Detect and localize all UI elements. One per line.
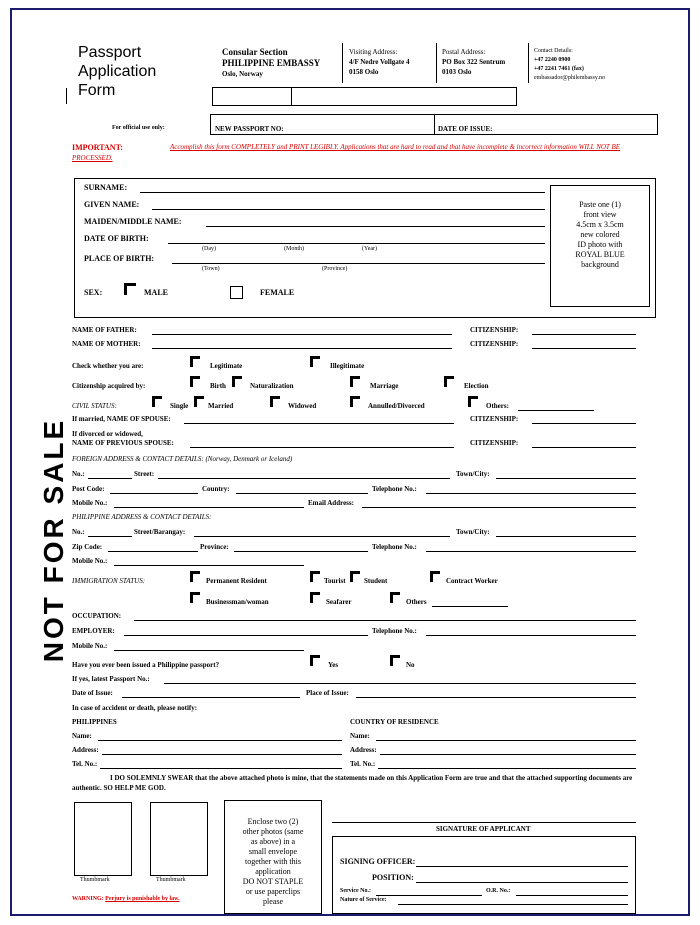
foreign-tel-field[interactable] xyxy=(426,493,636,494)
res-address-label: Address: xyxy=(350,746,377,754)
photo-text: front view xyxy=(583,210,617,219)
foreign-no-field[interactable] xyxy=(88,478,132,479)
ph-address-field[interactable] xyxy=(102,754,342,755)
female-checkbox[interactable] xyxy=(230,286,243,299)
enclose-box xyxy=(224,800,322,914)
ph-tel-field[interactable] xyxy=(100,768,342,769)
phil-street-field[interactable] xyxy=(194,536,450,537)
contract-label: Contract Worker xyxy=(446,577,498,585)
ph-tel-label: Tel. No.: xyxy=(72,760,98,768)
foreign-country-label: Country: xyxy=(202,485,230,493)
res-tel-field[interactable] xyxy=(378,768,636,769)
foreign-email-label: Email Address: xyxy=(308,499,354,507)
father-citizenship-label: CITIZENSHIP: xyxy=(470,326,519,334)
nature-label: Nature of Service: xyxy=(340,897,387,903)
photo-text: ID photo with xyxy=(577,240,623,249)
important-text: Accomplish this form COMPLETELY and PRINT LEGIBLY. Applications that are hard to read and that have incomplete & incorrect information WILL NOT BE PROCESSED. xyxy=(72,143,620,162)
phil-no-label: No.: xyxy=(72,528,85,536)
father-label: NAME OF FATHER: xyxy=(72,326,137,334)
dob-field[interactable] xyxy=(168,243,545,244)
thumbmark-right-label: Thumbmark xyxy=(156,877,186,883)
phil-province-label: Province: xyxy=(200,543,229,551)
thumbmark-right-box[interactable] xyxy=(150,802,208,876)
pob-field[interactable] xyxy=(172,263,545,264)
occupation-label: OCCUPATION: xyxy=(72,612,122,620)
prev-spouse-citizenship-field[interactable] xyxy=(532,447,636,448)
phil-zip-field[interactable] xyxy=(108,551,198,552)
visit-line: 4/F Nedre Vollgate 4 xyxy=(349,58,410,66)
res-name-field[interactable] xyxy=(376,740,636,741)
important-label: IMPORTANT: xyxy=(72,143,123,152)
foreign-email-field[interactable] xyxy=(362,507,636,508)
business-label: Businessman/woman xyxy=(206,598,269,606)
enclose-text: small envelope xyxy=(248,847,298,856)
enclose-text: other photos (same xyxy=(242,827,304,836)
no-checkbox[interactable] xyxy=(390,655,400,666)
thumbmark-left-box[interactable] xyxy=(74,802,132,876)
tourist-checkbox[interactable] xyxy=(310,571,320,582)
contact-line: +47 2241 7461 (fax) xyxy=(534,66,584,72)
seafarer-checkbox[interactable] xyxy=(310,592,320,603)
civil-status-label: CIVIL STATUS: xyxy=(72,402,117,410)
postal-block xyxy=(442,47,505,77)
others-civil-field[interactable] xyxy=(518,410,594,411)
mother-citizenship-label: CITIZENSHIP: xyxy=(470,340,519,348)
legitimate-checkbox[interactable] xyxy=(190,356,200,367)
acquired-label: Citizenship acquired by: xyxy=(72,382,146,390)
or-label: O.R. No.: xyxy=(486,888,511,894)
thumbmark-left-label: Thumbmark xyxy=(80,877,110,883)
occupation-field[interactable] xyxy=(134,620,636,621)
latest-passport-label: If yes, latest Passport No.: xyxy=(72,675,150,683)
business-checkbox[interactable] xyxy=(190,592,200,603)
dob-label: DATE OF BIRTH: xyxy=(84,234,149,243)
res-contact-label: COUNTRY OF RESIDENCE xyxy=(350,718,439,726)
foreign-no-label: No.: xyxy=(72,470,85,478)
birth-checkbox[interactable] xyxy=(190,376,200,387)
male-label: MALE xyxy=(144,288,168,297)
enclose-text: as above) in a xyxy=(250,837,296,846)
legitimacy-label: Check whether you are: xyxy=(72,362,144,370)
signature-label: SIGNATURE OF APPLICANT xyxy=(436,825,531,833)
married-label: Married xyxy=(208,402,234,410)
header-strip-2 xyxy=(291,87,517,106)
enclose-text: together with this xyxy=(245,857,301,866)
yes-checkbox[interactable] xyxy=(310,655,320,666)
employer-tel-field[interactable] xyxy=(426,635,636,636)
married-checkbox[interactable] xyxy=(194,396,204,407)
prev-spouse-field[interactable] xyxy=(190,447,454,448)
contact-line: Contact Details: xyxy=(534,48,573,54)
student-label: Student xyxy=(364,577,388,585)
position-field[interactable] xyxy=(416,882,628,883)
annulled-label: Annulled/Divorced xyxy=(368,402,425,410)
foreign-address-title: FOREIGN ADDRESS & CONTACT DETAILS: xyxy=(72,455,204,463)
phil-town-field[interactable] xyxy=(496,536,636,537)
yes-label: Yes xyxy=(328,661,339,669)
postal-line: PO Box 322 Sentrum xyxy=(442,58,506,66)
photo-box[interactable] xyxy=(550,185,650,307)
perjury-text: Perjury is punishable by law. xyxy=(105,896,180,902)
year-hint: (Year) xyxy=(362,246,378,252)
immigration-label: IMMIGRATION STATUS: xyxy=(72,577,146,585)
father-citizenship-field[interactable] xyxy=(532,334,636,335)
others-immig-field[interactable] xyxy=(432,606,508,607)
ph-address-label: Address: xyxy=(72,746,99,754)
header-strip-1 xyxy=(212,87,292,106)
place-issue-field[interactable] xyxy=(356,697,636,698)
annulled-checkbox[interactable] xyxy=(350,396,360,407)
male-checkbox[interactable] xyxy=(124,283,136,295)
election-checkbox[interactable] xyxy=(444,376,454,387)
others-immig-checkbox[interactable] xyxy=(390,592,400,603)
phil-province-field[interactable] xyxy=(234,551,368,552)
visit-line: Visiting Address: xyxy=(349,48,398,56)
employer-mobile-field[interactable] xyxy=(114,650,304,651)
photo-text: new colored xyxy=(580,230,620,239)
marriage-label: Marriage xyxy=(370,382,399,390)
header-divider xyxy=(342,43,343,83)
permanent-label: Permanent Resident xyxy=(206,577,267,585)
enclose-text: please xyxy=(263,897,283,906)
prev-spouse-label: NAME OF PREVIOUS SPOUSE: xyxy=(72,439,174,447)
enclose-text: DO NOT STAPLE xyxy=(242,877,304,886)
widowed-label: Widowed xyxy=(288,402,317,410)
service-label: Service No.: xyxy=(340,888,371,894)
enclose-text: application xyxy=(255,867,291,876)
student-checkbox[interactable] xyxy=(350,571,360,582)
marriage-checkbox[interactable] xyxy=(350,376,360,387)
employer-field[interactable] xyxy=(124,635,368,636)
election-label: Election xyxy=(464,382,489,390)
single-label: Single xyxy=(170,402,189,410)
signature-line[interactable] xyxy=(332,822,636,823)
spouse-field[interactable] xyxy=(184,423,454,424)
official-use-label: For official use only: xyxy=(112,125,165,131)
foreign-address-label xyxy=(72,455,292,463)
ph-contact-label: PHILIPPINES xyxy=(72,718,117,726)
day-hint: (Day) xyxy=(202,246,216,252)
no-label: No xyxy=(406,661,415,669)
others-civil-label: Others: xyxy=(486,402,509,410)
foreign-post-label: Post Code: xyxy=(72,485,105,493)
contact-line: embassador@philembassy.no xyxy=(534,75,605,81)
service-field[interactable] xyxy=(376,895,482,896)
or-field[interactable] xyxy=(516,895,628,896)
header-divider xyxy=(436,43,437,83)
warning-label xyxy=(72,896,180,902)
visit-line: 0158 Oslo xyxy=(349,68,379,76)
header-divider xyxy=(528,43,529,83)
prev-spouse-citizenship-label: CITIZENSHIP: xyxy=(470,439,519,447)
not-for-sale-watermark: NOT FOR SALE xyxy=(38,417,69,663)
officer-field[interactable] xyxy=(416,866,628,867)
contact-block xyxy=(534,47,605,83)
spouse-citizenship-field[interactable] xyxy=(532,423,636,424)
phil-mobile-field[interactable] xyxy=(114,565,304,566)
foreign-street-field[interactable] xyxy=(158,478,450,479)
mother-citizenship-field[interactable] xyxy=(532,348,636,349)
notify-label: In case of accident or death, please notify: xyxy=(72,704,198,712)
mother-label: NAME OF MOTHER: xyxy=(72,340,141,348)
legitimate-label: Legitimate xyxy=(210,362,243,370)
permanent-checkbox[interactable] xyxy=(190,571,200,582)
surname-field[interactable] xyxy=(140,192,545,193)
foreign-address-note: (Norway, Denmark or Iceland) xyxy=(205,455,293,463)
spouse-citizenship-label: CITIZENSHIP: xyxy=(470,415,519,423)
single-checkbox[interactable] xyxy=(152,396,162,407)
foreign-tel-label: Telephone No.: xyxy=(372,485,417,493)
surname-label: SURNAME: xyxy=(84,183,128,192)
new-passport-label: NEW PASSPORT NO: xyxy=(215,125,284,133)
foreign-town-field[interactable] xyxy=(496,478,636,479)
mother-field[interactable] xyxy=(152,348,452,349)
consular-block xyxy=(222,47,320,80)
title-line: Passport xyxy=(78,44,142,61)
consular-line: Oslo, Norway xyxy=(222,70,263,78)
nature-field[interactable] xyxy=(398,904,628,905)
warning-title: WARNING: xyxy=(72,896,104,902)
contract-checkbox[interactable] xyxy=(430,571,440,582)
phil-mobile-label: Mobile No.: xyxy=(72,557,108,565)
employer-tel-label: Telephone No.: xyxy=(372,627,417,635)
postal-line: Postal Address: xyxy=(442,48,486,56)
contact-line: +47 2240 0900 xyxy=(534,57,571,63)
foreign-street-label: Street: xyxy=(134,470,155,478)
res-name-label: Name: xyxy=(350,732,370,740)
res-tel-label: Tel. No.: xyxy=(350,760,376,768)
spouse-label: If married, NAME OF SPOUSE: xyxy=(72,415,171,423)
birth-label: Birth xyxy=(210,382,226,390)
photo-text: 4.5cm x 3.5cm xyxy=(576,220,624,229)
seafarer-label: Seafarer xyxy=(326,598,352,606)
foreign-post-field[interactable] xyxy=(110,493,198,494)
consular-line: Consular Section xyxy=(222,47,288,57)
illegitimate-label: Illegitimate xyxy=(330,362,365,370)
naturalization-label: Naturalization xyxy=(250,382,294,390)
maiden-name-label: MAIDEN/MIDDLE NAME: xyxy=(84,217,182,226)
tourist-label: Tourist xyxy=(324,577,346,585)
given-name-label: GIVEN NAME: xyxy=(84,200,140,209)
phil-street-label: Street/Barangay: xyxy=(134,528,186,536)
date-of-issue-label: DATE OF ISSUE: xyxy=(438,125,493,133)
photo-text: background xyxy=(581,260,619,269)
others-immig-label: Others xyxy=(406,598,427,606)
consular-line: PHILIPPINE EMBASSY xyxy=(222,58,321,68)
divorced-label: If divorced or widowed, xyxy=(72,430,143,438)
officer-label: SIGNING OFFICER: xyxy=(340,857,416,866)
latest-passport-line[interactable] xyxy=(164,683,636,684)
enclose-text: Enclose two (2) xyxy=(247,817,299,826)
phil-tel-label: Telephone No.: xyxy=(372,543,417,551)
position-label: POSITION: xyxy=(372,873,414,882)
phil-tel-field[interactable] xyxy=(426,551,636,552)
province-hint: (Province) xyxy=(322,266,348,272)
title-bar-mark xyxy=(66,88,67,104)
phil-town-label: Town/City: xyxy=(456,528,490,536)
date-issue-label: Date of Issue: xyxy=(72,689,113,697)
others-civil-checkbox[interactable] xyxy=(468,396,478,407)
title-line: Application xyxy=(78,63,157,80)
month-hint: (Month) xyxy=(284,246,304,252)
res-address-field[interactable] xyxy=(380,754,636,755)
phil-zip-label: Zip Code: xyxy=(72,543,103,551)
father-field[interactable] xyxy=(152,334,452,335)
enclose-text: or use paperclips xyxy=(245,887,301,896)
town-hint: (Town) xyxy=(202,266,220,272)
foreign-mobile-label: Mobile No.: xyxy=(72,499,108,507)
foreign-country-field[interactable] xyxy=(236,493,368,494)
foreign-town-label: Town/City: xyxy=(456,470,490,478)
widowed-checkbox[interactable] xyxy=(270,396,280,407)
form-title xyxy=(78,43,156,100)
visit-block xyxy=(349,47,409,77)
maiden-name-field[interactable] xyxy=(206,226,545,227)
pob-label: PLACE OF BIRTH: xyxy=(84,254,155,263)
naturalization-checkbox[interactable] xyxy=(232,376,242,387)
title-line: Form xyxy=(78,82,116,99)
oath-text: I DO SOLEMNLY SWEAR that the above attached photo is mine, that the statements made on this Application Form are true and that the attached supporting documents are authentic. SO HELP ME GOD. xyxy=(72,774,633,792)
photo-text: ROYAL BLUE xyxy=(575,250,625,259)
prev-passport-question: Have you ever been issued a Philippine passport? xyxy=(72,661,220,669)
given-name-field[interactable] xyxy=(152,209,545,210)
ph-name-field[interactable] xyxy=(98,740,342,741)
employer-label: EMPLOYER: xyxy=(72,627,115,635)
date-issue-field[interactable] xyxy=(122,697,300,698)
phil-address-label: PHILIPPINE ADDRESS & CONTACT DETAILS: xyxy=(72,513,212,521)
passport-form-page xyxy=(10,8,690,916)
phil-no-field[interactable] xyxy=(88,536,132,537)
sex-label: SEX: xyxy=(84,288,103,297)
ph-name-label: Name: xyxy=(72,732,92,740)
illegitimate-checkbox[interactable] xyxy=(310,356,320,367)
place-issue-label: Place of Issue: xyxy=(306,689,349,697)
photo-text: Paste one (1) xyxy=(579,200,621,209)
postal-line: 0103 Oslo xyxy=(442,68,472,76)
female-label: FEMALE xyxy=(260,288,295,297)
foreign-mobile-field[interactable] xyxy=(114,507,304,508)
employer-mobile-label: Mobile No.: xyxy=(72,642,108,650)
